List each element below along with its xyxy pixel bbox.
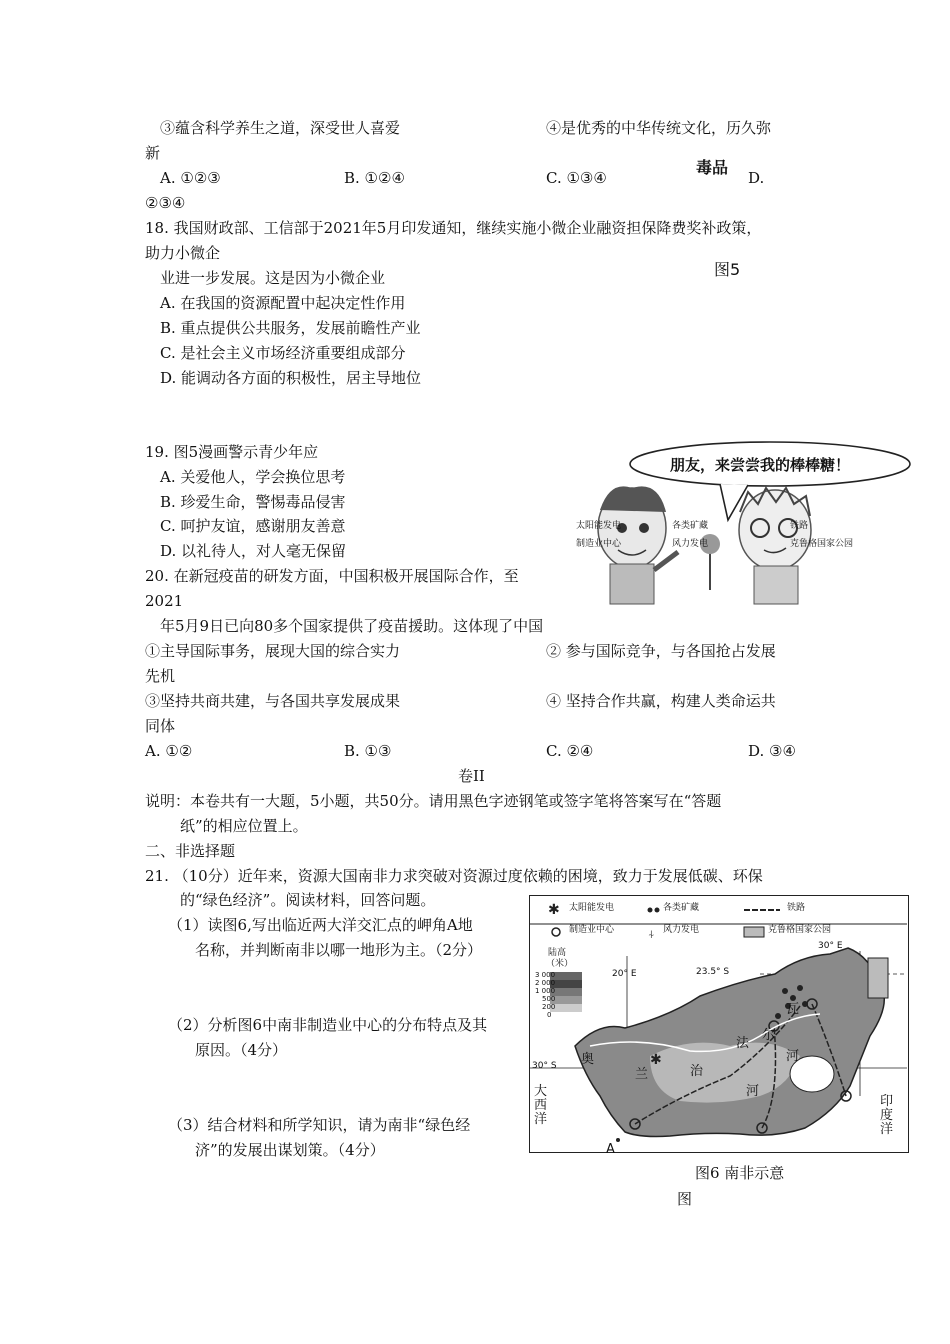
elevation-level-0: 3 000 <box>535 971 556 979</box>
q20-option-4-cont: 同体 <box>145 717 176 735</box>
river-char-8: 瓦 <box>786 1002 800 1017</box>
cartoon-legend-park: 克鲁格国家公园 <box>790 539 854 549</box>
cartoon-legend-rail: 铁路 <box>790 521 809 531</box>
q20-stem-2: 2021 <box>145 592 184 610</box>
q20-option-2-cont: 先机 <box>145 667 176 685</box>
map-lat-30: 30° S <box>532 1061 557 1071</box>
map-atlantic-label: 大西洋 <box>534 1084 548 1127</box>
map-legend-rail: 铁路 <box>787 903 806 913</box>
q17-choice-a: A. ①②③ <box>160 169 221 187</box>
river-char-5: 法 <box>736 1036 750 1051</box>
q21-sub2-line2: 原因。（4分） <box>195 1041 288 1059</box>
q20-stem-3: 年5月9日已向80多个国家提供了疫苗援助。这体现了中国 <box>160 617 544 635</box>
q18-option-d: D. 能调动各方面的积极性，居主导地位 <box>160 369 422 387</box>
svg-text:⍭: ⍭ <box>648 928 655 941</box>
map-legend-wind: 风力发电 <box>663 925 700 935</box>
q17-option-4: ④是优秀的中华传统文化，历久弥 <box>546 119 772 137</box>
part2-title: 卷II <box>458 767 485 785</box>
elevation-level-1: 2 000 <box>535 979 556 987</box>
map-legend-park: 克鲁格国家公园 <box>768 925 832 935</box>
q21-sub1-line1: （1）读图6,写出临近两大洋交汇点的岬角A地 <box>168 916 473 934</box>
q21-sub2-line1: （2）分析图6中南非制造业中心的分布特点及其 <box>168 1016 488 1034</box>
q19-option-c: C. 呵护友谊，感谢朋友善意 <box>160 517 346 535</box>
q20-option-1: ①主导国际事务，展现大国的综合实力 <box>145 642 401 660</box>
q19-option-d: D. 以礼待人，对人毫无保留 <box>160 542 347 560</box>
q20-option-3: ③坚持共商共建，与各国共享发展成果 <box>145 692 401 710</box>
map-legend-manufacturing: 制造业中心 <box>569 925 615 935</box>
svg-text:✱: ✱ <box>650 1052 662 1068</box>
q17-choice-d: D. <box>748 169 765 187</box>
q19-option-b: B. 珍爱生命，警惕毒品侵害 <box>160 493 346 511</box>
svg-text:✱: ✱ <box>548 902 560 918</box>
part2-note-2: 纸”的相应位置上。 <box>180 817 308 835</box>
q21-sub3-line2: 济”的发展出谋划策。（4分） <box>195 1141 385 1159</box>
q20-option-4: ④ 坚持合作共赢，构建人类命运共 <box>546 692 776 710</box>
map-lat-tropic: 23.5° S <box>696 967 730 977</box>
q17-choice-c: C. ①③④ <box>546 169 607 187</box>
cartoon-legend-solar: 太阳能发电 <box>576 521 622 531</box>
q21-stem-1: 21. （10分）近年来，资源大国南非力求突破对资源过度依赖的困境，致力于发展低碳、环保 <box>145 867 763 885</box>
figure6-caption-2: 图 <box>677 1190 693 1208</box>
elevation-title-2: （米） <box>546 959 574 969</box>
figure6-caption-1: 图6 南非示意 <box>695 1164 785 1182</box>
map-legend-minerals: 各类矿藏 <box>663 903 700 913</box>
map-point-a: A <box>606 1142 615 1157</box>
elevation-level-4: 200 <box>542 1003 556 1011</box>
q21-sub1-line2: 名称，并判断南非以哪一地形为主。（2分） <box>195 941 483 959</box>
elevation-level-5: 0 <box>547 1011 552 1019</box>
elevation-level-3: 500 <box>542 995 556 1003</box>
q17-option-4-cont: 新 <box>145 144 161 162</box>
part2-note-1: 说明：本卷共有一大题，5小题，共50分。请用黑色字迹钢笔或签字笔将答案写在“答题 <box>145 792 722 810</box>
q19-option-a: A. 关爱他人，学会换位思考 <box>160 468 346 486</box>
river-char-1: 奥 <box>581 1052 595 1067</box>
river-char-3: 治 <box>690 1064 704 1079</box>
map-indian-label: 印度洋 <box>880 1094 894 1137</box>
q20-choice-b: B. ①③ <box>344 742 392 760</box>
q18-stem-1: 18. 我国财政部、工信部于2021年5月印发通知，继续实施小微企业融资担保降费奖补政策， <box>145 219 762 237</box>
river-char-2: 兰 <box>635 1067 649 1082</box>
part2-section-title: 二、非选择题 <box>145 842 236 860</box>
map-legend-solar: 太阳能发电 <box>569 903 615 913</box>
q20-choice-a: A. ①② <box>145 742 193 760</box>
q21-stem-2: 的“绿色经济”。阅读材料，回答问题。 <box>180 891 436 909</box>
q18-option-b: B. 重点提供公共服务，发展前瞻性产业 <box>160 319 421 337</box>
q21-sub3-line1: （3）结合材料和所学知识，请为南非“绿色经 <box>168 1116 471 1134</box>
q20-choice-d: D. ③④ <box>748 742 796 760</box>
cartoon-legend-wind: 风力发电 <box>672 539 709 549</box>
elevation-level-2: 1 000 <box>535 987 556 995</box>
q18-option-a: A. 在我国的资源配置中起决定性作用 <box>160 294 406 312</box>
river-char-4: 河 <box>746 1084 760 1099</box>
q19-stem: 19. 图5漫画警示青少年应 <box>145 443 319 461</box>
q17-choice-d-cont: ②③④ <box>145 194 186 212</box>
q20-option-2: ② 参与国际竞争，与各国抢占发展 <box>546 642 776 660</box>
map-lon-20: 20° E <box>612 969 637 979</box>
river-char-7: 河 <box>786 1049 800 1064</box>
q20-choice-c: C. ②④ <box>546 742 594 760</box>
speech-bubble-text: 朋友，来尝尝我的棒棒糖！ <box>670 456 851 474</box>
cartoon-legend-minerals: 各类矿藏 <box>672 521 709 531</box>
q18-stem-2: 助力小微企 <box>145 244 221 262</box>
q18-option-c: C. 是社会主义市场经济重要组成部分 <box>160 344 406 362</box>
drug-label: 毒品 <box>696 158 729 177</box>
q18-stem-3: 业进一步发展。这是因为小微企业 <box>160 269 386 287</box>
q17-choice-b: B. ①②④ <box>344 169 405 187</box>
map-lon-30: 30° E <box>818 941 843 951</box>
cartoon-legend-manufacturing: 制造业中心 <box>576 539 622 549</box>
figure5-label: 图5 <box>714 260 741 279</box>
elevation-title-1: 陆高 <box>548 948 567 958</box>
q17-option-3: ③蕴含科学养生之道，深受世人喜爱 <box>160 119 401 137</box>
q20-stem-1: 20. 在新冠疫苗的研发方面，中国积极开展国际合作，至 <box>145 567 519 585</box>
river-char-6: 尔 <box>762 1028 776 1043</box>
